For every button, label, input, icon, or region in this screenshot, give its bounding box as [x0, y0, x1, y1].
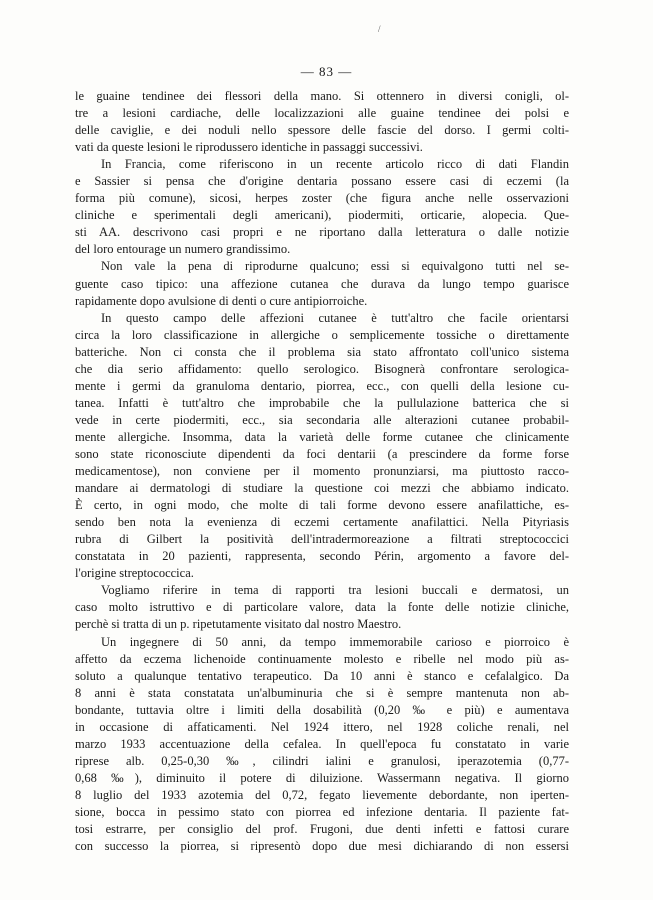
- text-line: circa la loro classificazione in allergiche o semplicemente tossiche o direttamente: [75, 327, 569, 342]
- text-line: Vogliamo riferire in tema di rapporti tra lesioni buccali e dermatosi, un: [101, 583, 569, 598]
- text-line: marzo 1933 accentuazione della cefalea. In quell'epoca fu constatato in varie: [75, 736, 569, 751]
- text-line: tosi estrarre, per consiglio del prof. Frugoni, due denti infetti e fattosi curare: [75, 822, 569, 837]
- text-line: vede in certe piodermiti, ecc., sia secondaria alle alterazioni cutanee probabil-: [75, 412, 569, 427]
- text-line: Un ingegnere di 50 anni, da tempo immemorabile carioso e piorroico è: [101, 634, 569, 649]
- text-line: vati da queste lesioni le riprodussero identiche in passaggi successivi.: [75, 140, 423, 155]
- text-line: cliniche e sperimentali degli americani), piodermiti, orticarie, alopecia. Que-: [75, 208, 569, 223]
- text-line: l'origine streptococcica.: [75, 566, 194, 581]
- text-line: mente i germi da granuloma dentario, piorrea, ecc., con quelli della lesione cu-: [75, 378, 569, 393]
- text-line: sione, bocca in pessimo stato con piorrea ed infezione dentaria. Il paziente fat-: [75, 804, 569, 819]
- text-line: mente allergiche. Insomma, data la varietà delle forme cutanee che clinicamente: [75, 429, 569, 444]
- text-line: mandare ai dermatologi di studiare la questione coi mezzi che abbiamo indicato.: [75, 481, 569, 496]
- text-line: e Sassier si pensa che d'origine dentaria possano essere casi di eczemi (la: [75, 174, 569, 189]
- text-line: 8 luglio del 1933 azotemia del 0,72, fegato lievemente debordante, non iperten-: [75, 787, 569, 802]
- text-line: sendo ben nota la evenienza di eczemi certamente anafilattici. Nella Pityriasis: [75, 515, 569, 530]
- text-line: affetto da eczema lichenoide continuamente molesto e ribelle nel modo più as-: [75, 651, 569, 666]
- text-line: caso molto istruttivo e di particolare valore, data la fonte delle notizie cliniche,: [75, 600, 569, 615]
- body-text: [75, 88, 569, 855]
- text-line: tre a lesioni cardiache, delle localizzazioni alle guaine tendinee dei polsi e: [75, 106, 569, 121]
- text-line: constatata in 20 pazienti, rappresenta, secondo Périn, argomento a favore del-: [75, 549, 569, 564]
- text-line: soluto a qualunque tentativo terapeutico. Da 10 anni è stanco e cefalalgico. Da: [75, 668, 569, 683]
- text-line: sti AA. descrivono casi propri e ne riportano dalla letteratura o dalle notizie: [75, 225, 569, 240]
- text-line: rubra di Gilbert la positività dell'intradermoreazione a filtrati streptococcici: [75, 532, 569, 547]
- text-line: In questo campo delle affezioni cutanee è tutt'altro che facile orientarsi: [101, 310, 569, 325]
- text-line: del loro entourage un numero grandissimo.: [75, 242, 291, 257]
- text-line: In Francia, come riferiscono in un recente articolo ricco di dati Flandin: [101, 157, 569, 172]
- text-line: sono state riconosciute dipendenti da foci dentarii (a prescindere da forme forse: [75, 446, 569, 461]
- text-line: È certo, in ogni modo, che molte di tali forme devono essere anafilattiche, es-: [75, 498, 569, 513]
- text-line: in occasione di affaticamenti. Nel 1924 ittero, nel 1928 coliche renali, nel: [75, 719, 569, 734]
- text-line: tanea. Infatti è tutt'altro che improbabile che la pullulazione batterica che si: [75, 395, 569, 410]
- text-line: che dia serio affidamento: quello serologico. Bisognerà confrontare serologica-: [75, 361, 569, 376]
- text-line: delle caviglie, e dei noduli nello spessore delle fascie del dorso. I germi colti-: [75, 123, 569, 138]
- text-line: 8 anni è stata constatata un'albuminuria che si è sempre mantenuta non ab-: [75, 685, 569, 700]
- text-line: Non vale la pena di riprodurne qualcuno; essi si equivalgono tutti nel se-: [101, 259, 569, 274]
- text-line: le guaine tendinee dei flessori della mano. Si ottennero in diversi conigli, ol-: [75, 89, 569, 103]
- text-line: medicamentose), non conviene per il momento pronunziarsi, ma piuttosto racco-: [75, 464, 569, 479]
- text-line: perchè si tratta di un p. ripetutamente visitato dal nostro Maestro.: [75, 617, 402, 632]
- text-line: rapidamente dopo avulsione di denti o cure antipiorroiche.: [75, 293, 368, 308]
- text-line: riprese alb. 0,25-0,30 ‰, cilindri ialini e granulosi, iperazotemia (0,77-: [75, 753, 569, 768]
- text-line: guente caso tipico: una affezione cutanea che durava da lungo tempo guarisce: [75, 276, 569, 291]
- text-line: 0,68 ‰), diminuito il potere di diluizione. Wassermann negativa. Il giorno: [75, 770, 569, 785]
- text-line: con successo la piorrea, si ripresentò dopo due mesi dichiarando di non essersi: [75, 839, 569, 854]
- text-line: batteriche. Non ci consta che il problema sia stato affrontato coll'unico sistema: [75, 344, 569, 359]
- stray-mark: /: [378, 24, 381, 34]
- text-line: bondante, tuttavia oltre i limiti della dosabilità (0,20 ‰ e più) e aumentava: [75, 702, 569, 717]
- text-line: forma più comune), sicosi, herpes zoster (che figura anche nelle osservazioni: [75, 191, 569, 206]
- page-number: — 83 —: [300, 64, 353, 79]
